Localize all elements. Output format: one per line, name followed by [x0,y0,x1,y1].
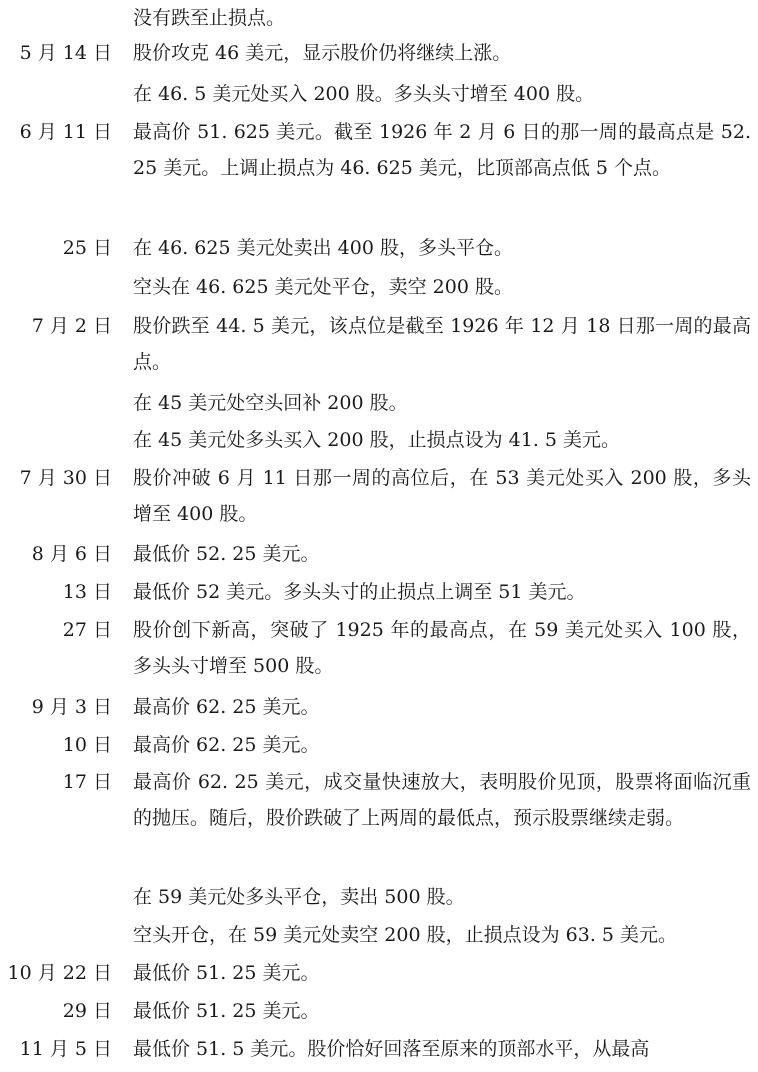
entry-text: 股价攻克 46 美元，显示股价仍将继续上涨。 [133,42,512,64]
entry-date: 6 月 11 日 [19,121,112,143]
entry-text: 最低价 51. 5 美元。股价恰好回落至原来的顶部水平，从最高 [133,1038,650,1060]
entry-text: 没有跌至止损点。 [133,7,286,29]
entry-date: 25 日 [62,237,112,259]
entry-text: 最高价 62. 25 美元，成交量快速放大，表明股价见顶，股票将面临沉重的抛压。随后，股价跌破了上两周的最低点，预示股票继续走弱。 [133,771,751,829]
entry-text: 股价创下新高，突破了 1925 年的最高点，在 59 美元处买入 100 股，多头头寸增至 500 股。 [133,619,751,677]
entry-date: 10 日 [62,734,112,756]
entry-text: 最低价 52. 25 美元。 [133,543,320,565]
entry-date: 29 日 [62,1000,112,1022]
entry-date: 13 日 [62,581,112,603]
entry-text: 在 59 美元处多头平仓，卖出 500 股。 [133,886,465,908]
entry-date: 7 月 2 日 [31,315,112,337]
entry-text: 在 45 美元处空头回补 200 股。 [133,392,408,414]
entry-date: 9 月 3 日 [31,696,112,718]
entry-text: 在 45 美元处多头买入 200 股，止损点设为 41. 5 美元。 [133,429,621,451]
entry-date: 5 月 14 日 [19,42,112,64]
entry-text: 在 46. 625 美元处卖出 400 股，多头平仓。 [133,237,513,259]
entry-text: 最低价 51. 25 美元。 [133,962,320,984]
entry-date: 11 月 5 日 [19,1038,112,1060]
entry-text: 最高价 62. 25 美元。 [133,734,320,756]
entry-date: 10 月 22 日 [7,962,112,984]
entry-text: 股价冲破 6 月 11 日那一周的高位后，在 53 美元处买入 200 股，多头增至 400 股。 [133,467,751,525]
entry-text: 最高价 51. 625 美元。截至 1926 年 2 月 6 日的那一周的最高点是 52. 25 美元。上调止损点为 46. 625 美元，比顶部高点低 5 个点。 [133,121,751,179]
entry-date: 17 日 [62,771,112,793]
entry-text: 最低价 52 美元。多头头寸的止损点上调至 51 美元。 [133,581,586,603]
entry-text: 空头开仓，在 59 美元处卖空 200 股，止损点设为 63. 5 美元。 [133,924,678,946]
entry-date: 7 月 30 日 [19,467,112,489]
entry-text: 股价跌至 44. 5 美元，该点位是截至 1926 年 12 月 18 日那一周的最高点。 [133,315,751,373]
entry-text: 最高价 62. 25 美元。 [133,696,320,718]
entry-date: 27 日 [62,619,112,641]
entry-text: 在 46. 5 美元处买入 200 股。多头头寸增至 400 股。 [133,83,595,105]
entry-text: 最低价 51. 25 美元。 [133,1000,320,1022]
entry-date: 8 月 6 日 [31,543,112,565]
entry-text: 空头在 46. 625 美元处平仓，卖空 200 股。 [133,276,513,298]
